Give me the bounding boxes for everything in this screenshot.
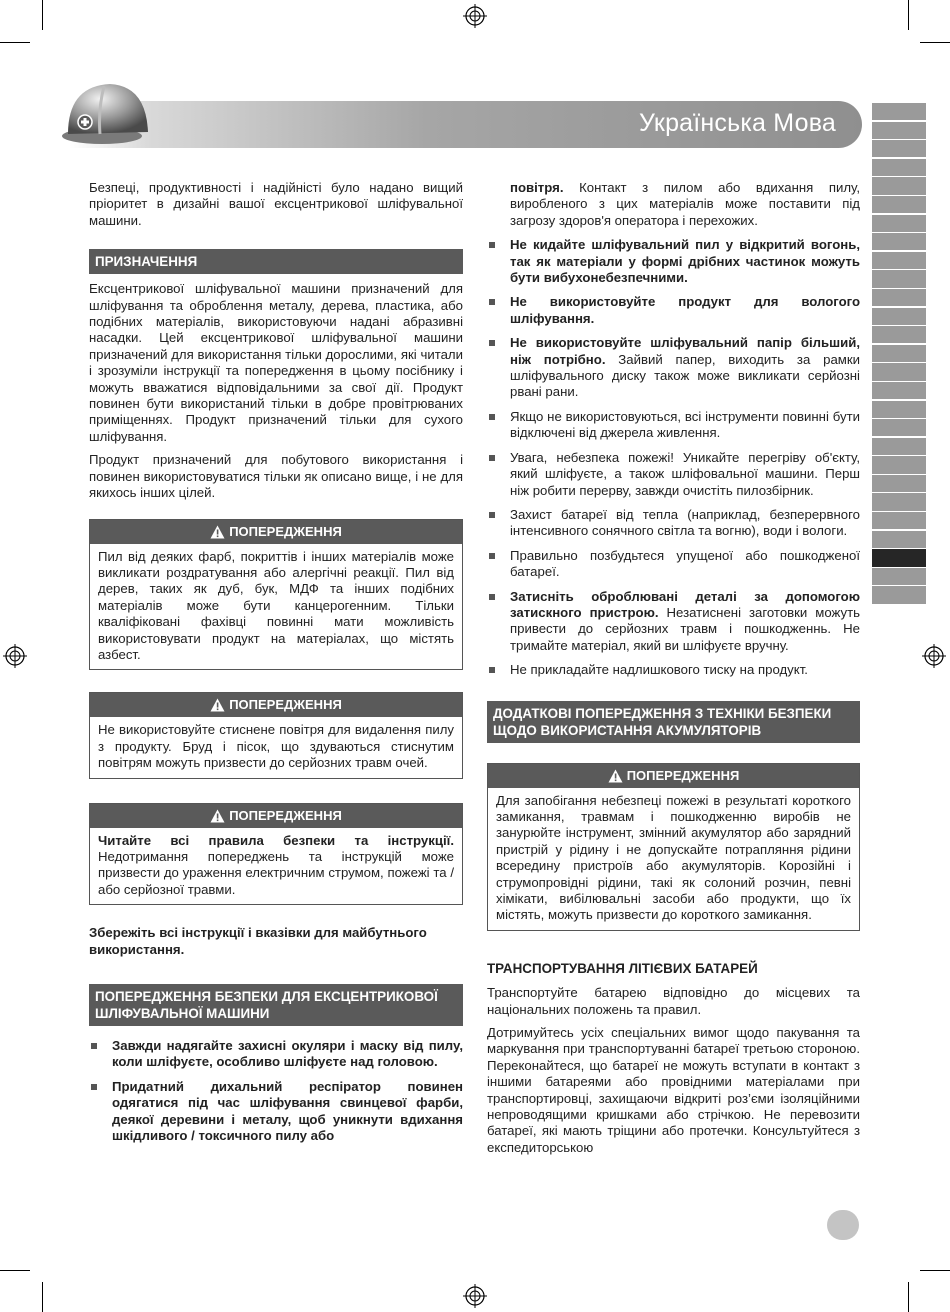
page-number-marker <box>827 1210 859 1240</box>
list-item-bold: Не використовуйте продукт для вологого шліфування. <box>510 294 860 326</box>
warning-bold-text: Читайте всі правила безпеки та інструкції. <box>98 832 454 848</box>
language-header <box>70 101 862 148</box>
language-tab[interactable] <box>872 512 926 529</box>
list-item-text: Не прикладайте надлишкового тиску на продукт. <box>510 662 808 678</box>
safety-list-continued <box>487 180 860 679</box>
list-item: Придатний дихальний респіратор повинен одягатися під час шліфування свинцевої фарби, деякої деревини і металу, щоб уникнути вдихання шкідливого / токсичного пилу або <box>89 1079 463 1145</box>
language-tab[interactable] <box>872 308 926 325</box>
language-tab[interactable] <box>872 233 926 250</box>
list-item <box>487 548 860 581</box>
warning-body-text: Недотримання попереджень та інструкцій може призвести до ураження електричним струмом, пожежі та / або серйозної травми. <box>98 848 454 897</box>
registration-mark-icon <box>3 644 27 668</box>
crop-mark <box>920 1270 950 1271</box>
left-column <box>89 180 463 1152</box>
list-item-text: Захист батареї від тепла (наприклад, безперервного інтенсивного сонячного світла та вогню), води і вологи. <box>510 506 860 539</box>
crop-mark <box>908 1282 909 1312</box>
language-tab-active[interactable] <box>872 549 926 566</box>
list-item <box>487 507 860 540</box>
registration-mark-icon <box>463 1284 487 1308</box>
warning-title <box>90 520 462 544</box>
warning-text: Не використовуйте стиснене повітря для видалення пилу з продукту. Бруд і пісок, що здуваються стиснутим повітрям можуть призвести до серйозних травм очей. <box>98 722 454 771</box>
section-heading-transport: ТРАНСПОРТУВАННЯ ЛІТІЄВИХ БАТАРЕЙ <box>487 960 758 976</box>
crop-mark <box>920 42 950 43</box>
warning-box <box>89 803 463 906</box>
transport-paragraph: Дотримуйтесь усіх спеціальних вимог щодо пакування та маркування при транспортуванні батареї третьою стороною. Переконайтеся, що батареї не можуть вступати в контакт з іншими батареями або провідними матеріалами при транспортировці, захищаючи відкриті роз’єми ізоляційними непроводящими кришками або стрічкою. Не перевозити батареї, які мають тріщини або протечки. Консультуйтеся з експедиторською <box>487 1025 860 1155</box>
list-item <box>487 662 860 678</box>
safety-list <box>89 1038 463 1144</box>
language-tab[interactable] <box>872 475 926 492</box>
section-heading-purpose: ПРИЗНАЧЕННЯ <box>89 249 463 274</box>
continued-bold-text: повітря. <box>510 180 564 195</box>
language-tab[interactable] <box>872 493 926 510</box>
list-item <box>487 409 860 442</box>
warning-title <box>488 764 859 788</box>
page-title: Українська Мова <box>638 109 836 137</box>
list-item-bold: Не використовуйте шліфувальний папір більший, ніж потрібно. <box>510 335 860 367</box>
list-item-text: Незатиснені заготовки можуть привести до серйозних травм і пошкодженнь. Не тримайте матеріал, який ви шліфуєте вручну. <box>510 604 860 653</box>
list-item <box>487 450 860 499</box>
list-item-text: Зайвий папер, виходить за рамки шліфувального диску також може викликати серйозні рвані рани. <box>510 351 861 400</box>
language-tab[interactable] <box>872 419 926 436</box>
list-item <box>487 294 860 327</box>
crop-mark <box>0 42 30 43</box>
warning-title-text: ПОПЕРЕДЖЕННЯ <box>229 807 342 823</box>
save-instructions-note: Збережіть всі інструкції і вказівки для майбутнього використання. <box>89 925 427 957</box>
language-tab[interactable] <box>872 345 926 362</box>
list-item-text: Правильно позбудьтеся упущеної або пошкодженої батареї. <box>510 547 860 580</box>
warning-triangle-icon <box>210 809 225 823</box>
language-tab[interactable] <box>872 438 926 455</box>
language-tab[interactable] <box>872 252 926 269</box>
list-item: Завжди надягайте захисні окуляри і маску від пилу, коли шліфуєте, особливо шліфуєте над головою. <box>89 1038 463 1071</box>
warning-text: Для запобігання небезпеці пожежі в результаті короткого замикання, травмам і пошкодженню виробів не занурюйте інструмент, змінний акумулятор або зарядний пристрій у рідину і не допускайте потрапляння рідини всередину пристроїв або акумуляторів. Корозійні і струмопровідні рідини, такі як солоний розчин, певні хімікати, вибілювальні засоби або продукти, що їх містять, можуть призвести до короткого замикання. <box>496 792 851 923</box>
list-item-bold: Затисніть оброблювані деталі за допомогою затискного пристрою. <box>510 588 860 620</box>
warning-title-text: ПОПЕРЕДЖЕННЯ <box>626 767 740 783</box>
language-tab[interactable] <box>872 215 926 232</box>
warning-title <box>90 804 462 828</box>
crop-mark <box>0 1270 30 1271</box>
warning-title-text: ПОПЕРЕДЖЕННЯ <box>229 697 342 713</box>
list-item-continued <box>487 180 860 229</box>
language-tab[interactable] <box>872 401 926 418</box>
list-item <box>487 589 860 655</box>
language-tab[interactable] <box>872 103 926 120</box>
section-heading-battery: ДОДАТКОВІ ПОПЕРЕДЖЕННЯ З ТЕХНІКИ БЕЗПЕКИ ЩОДО ВИКОРИСТАННЯ АКУМУЛЯТОРІВ <box>487 701 860 743</box>
crop-mark <box>42 1282 43 1312</box>
language-tab[interactable] <box>872 177 926 194</box>
list-item <box>487 237 860 286</box>
language-tab[interactable] <box>872 568 926 585</box>
warning-text <box>90 828 462 905</box>
warning-triangle-icon <box>608 769 623 783</box>
language-tab[interactable] <box>872 140 926 157</box>
warning-box <box>89 519 463 671</box>
helmet-icon <box>58 74 156 154</box>
list-item-text: Якщо не використовуються, всі інструменти повинні бути відключені від джерела живлення. <box>510 408 860 441</box>
registration-mark-icon <box>463 4 487 28</box>
warning-box <box>89 692 463 778</box>
list-item <box>487 335 860 401</box>
language-tab[interactable] <box>872 531 926 548</box>
list-item-bold: Не кидайте шліфувальний пил у відкритий вогонь, так як матеріали у формі дрібних частинок можуть бути вибухонебезпечними. <box>510 237 860 286</box>
language-tab[interactable] <box>872 270 926 287</box>
transport-paragraph: Транспортуйте батарею відповідно до місцевих та національних положень та правил. <box>487 985 860 1017</box>
list-item-text: Увага, небезпека пожежі! Уникайте перегріву об'єкту, який шліфуєте, а також шліфовальної машини. Перш ніж робити перерву, завжди очистіть пилозбірник. <box>510 449 860 498</box>
intro-paragraph: Безпеці, продуктивності і надійністі було надано вищий пріоритет в дизайні вашої ексцентрикової шліфувальної машини. <box>89 180 463 228</box>
language-tab[interactable] <box>872 382 926 399</box>
continued-text: Контакт з пилом або вдихання пилу, виробленого з цих матеріалів може поставити під загрозу здоров'я оператора і перехожих. <box>510 180 860 228</box>
warning-triangle-icon <box>210 525 225 539</box>
warning-box <box>487 763 860 931</box>
language-tab[interactable] <box>872 326 926 343</box>
warning-title-text: ПОПЕРЕДЖЕННЯ <box>229 523 342 539</box>
language-tab[interactable] <box>872 159 926 176</box>
crop-mark <box>42 0 43 30</box>
warning-title <box>90 693 462 717</box>
purpose-paragraph: Продукт призначений для побутового використання і повинен використовуватися тільки як описано вище, і не для якихось інших цілей. <box>89 452 463 501</box>
right-column <box>487 180 860 1163</box>
registration-mark-icon <box>922 644 946 668</box>
language-tabs <box>872 103 926 605</box>
crop-mark <box>908 0 909 30</box>
warning-triangle-icon <box>210 698 225 712</box>
language-tab[interactable] <box>872 196 926 213</box>
language-tab[interactable] <box>872 289 926 306</box>
section-heading-safety: ПОПЕРЕДЖЕННЯ БЕЗПЕКИ ДЛЯ ЕКСЦЕНТРИКОВОЇ ШЛІФУВАЛЬНОЇ МАШИНИ <box>89 984 463 1026</box>
language-tab[interactable] <box>872 586 926 603</box>
language-tab[interactable] <box>872 122 926 139</box>
language-tab[interactable] <box>872 456 926 473</box>
language-tab[interactable] <box>872 363 926 380</box>
warning-text: Пил від деяких фарб, покриттів і інших матеріалів може викликати роздратування або алергічні реакції. Пил від дерев, таких як дуб, бук, МДФ та інших подібних матеріалів може бути канцерогенним. Тільки кваліфіковані фахівці повинні мати можливість використовувати продукт на матеріалах, що містять азбест. <box>98 548 454 662</box>
purpose-paragraph: Ексцентрикової шліфувальної машини призначений для шліфування та оброблення металу, дерева, пластика, або подібних матеріалів, використовуючи надані абразивні насадки. Цей ексцентрикової шліфувальної машини призначений для використання тільки дорослими, які читали і зрозуміли інструкції та попередження в цьому посібнику і можуть вважатися відповідальними за свої дії. Продукт повинен бути використаний тільки в добре провітрюваних приміщеннях. Продукт призначений тільки для сухого шліфування. <box>89 281 463 444</box>
